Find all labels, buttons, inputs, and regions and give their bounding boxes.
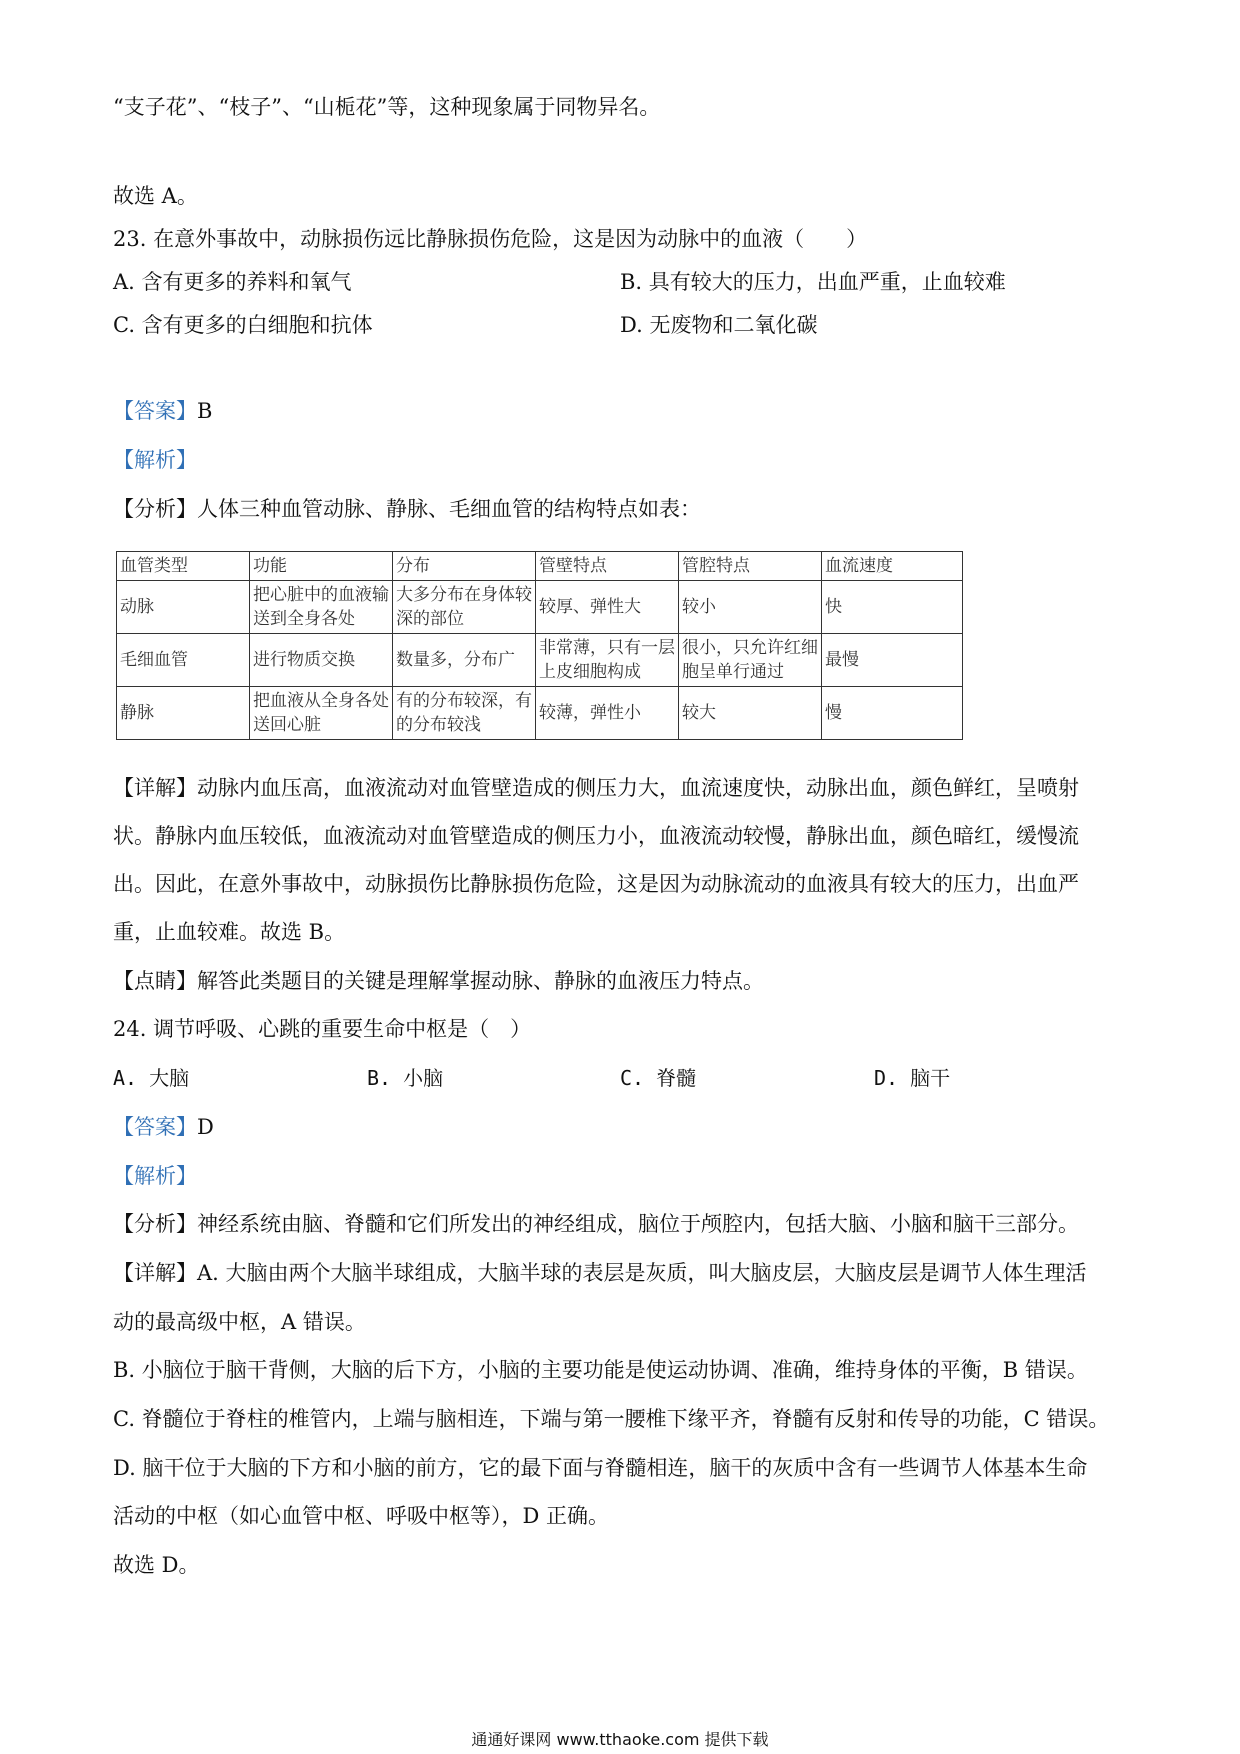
table-row xyxy=(117,634,963,687)
table-cell: 大多分布在身体较深的部位 xyxy=(393,581,536,634)
table-cell: 较大 xyxy=(679,687,822,740)
table-cell: 快 xyxy=(822,581,963,634)
answer-value: D xyxy=(197,1115,214,1139)
table-cell: 数量多，分布广 xyxy=(393,634,536,687)
dianjing-line xyxy=(113,967,764,995)
fenxi-tag: 【分析】 xyxy=(113,1212,197,1236)
fenxi-text: 人体三种血管动脉、静脉、毛细血管的结构特点如表： xyxy=(197,497,701,521)
answer-line xyxy=(113,397,212,425)
table-cell: 较小 xyxy=(679,581,822,634)
answer-value: B xyxy=(197,399,213,423)
table-cell: 静脉 xyxy=(117,687,250,740)
text-line: 故选 A。 xyxy=(113,184,198,208)
table-cell: 非常薄，只有一层上皮细胞构成 xyxy=(536,634,679,687)
table-cell: 较薄，弹性小 xyxy=(536,687,679,740)
answer-tag: 【答案】 xyxy=(113,399,197,423)
fenxi-text: 神经系统由脑、脊髓和它们所发出的神经组成，脑位于颅腔内，包括大脑、小脑和脑干三部分。 xyxy=(197,1212,1079,1236)
option-c: C. 含有更多的白细胞和抗体 xyxy=(113,313,373,337)
table-header-cell: 管壁特点 xyxy=(536,552,679,581)
text-line: C. 脊髓位于脊柱的椎管内，上端与脑相连，下端与第一腰椎下缘平齐，脊髓有反射和传导的功能，C 错误。 xyxy=(113,1407,1110,1431)
table-cell: 进行物质交换 xyxy=(250,634,393,687)
answer-tag: 【答案】 xyxy=(113,1115,197,1139)
text-line: 重，止血较难。故选 B。 xyxy=(113,920,346,944)
table-cell: 毛细血管 xyxy=(117,634,250,687)
table-header-cell: 功能 xyxy=(250,552,393,581)
option-d: D. 无废物和二氧化碳 xyxy=(620,313,818,337)
option-c: C. 脊髓 xyxy=(620,1066,697,1090)
table-row xyxy=(117,687,963,740)
analysis-line xyxy=(113,495,701,523)
analysis-tag: 【解析】 xyxy=(113,448,197,472)
xiangjie-text: A. 大脑由两个大脑半球组成，大脑半球的表层是灰质，叫大脑皮层，大脑皮层是调节人体生理活 xyxy=(197,1261,1087,1285)
table-header-cell: 管腔特点 xyxy=(679,552,822,581)
detail-line xyxy=(113,1259,1087,1287)
text-line: 活动的中枢（如心血管中枢、呼吸中枢等），D 正确。 xyxy=(113,1504,610,1528)
answer-line xyxy=(113,1113,214,1141)
table-header-cell: 血管类型 xyxy=(117,552,250,581)
detail-line xyxy=(113,774,1079,802)
question-24: 24. 调节呼吸、心跳的重要生命中枢是（ ） xyxy=(113,1017,532,1041)
text-line: B. 小脑位于脑干背侧，大脑的后下方，小脑的主要功能是使运动协调、准确，维持身体的平衡，B 错误。 xyxy=(113,1358,1088,1382)
text-line: D. 脑干位于大脑的下方和小脑的前方，它的最下面与脊髓相连，脑干的灰质中含有一些调节人体基本生命 xyxy=(113,1456,1088,1480)
table-cell: 较厚、弹性大 xyxy=(536,581,679,634)
option-d: D. 脑干 xyxy=(874,1066,951,1090)
fenxi-tag: 【分析】 xyxy=(113,497,197,521)
text-line: 出。因此，在意外事故中，动脉损伤比静脉损伤危险，这是因为动脉流动的血液具有较大的压力，出血严 xyxy=(113,872,1079,896)
xiangjie-tag: 【详解】 xyxy=(113,1261,197,1285)
table-cell: 动脉 xyxy=(117,581,250,634)
table-header-cell: 血流速度 xyxy=(822,552,963,581)
dianjing-tag: 【点睛】 xyxy=(113,969,197,993)
text-line: “支子花”、“枝子”、“山栀花”等，这种现象属于同物异名。 xyxy=(113,95,661,119)
table-cell: 很小，只允许红细胞呈单行通过 xyxy=(679,634,822,687)
text-line: 故选 D。 xyxy=(113,1553,200,1577)
table-cell: 把心脏中的血液输送到全身各处 xyxy=(250,581,393,634)
dianjing-text: 解答此类题目的关键是理解掌握动脉、静脉的血液压力特点。 xyxy=(197,969,764,993)
table-header-row xyxy=(117,552,963,581)
vessel-table xyxy=(116,551,963,740)
xiangjie-text: 动脉内血压高，血液流动对血管壁造成的侧压力大，血流速度快，动脉出血，颜色鲜红，呈喷射 xyxy=(197,776,1079,800)
analysis-line xyxy=(113,1210,1079,1238)
xiangjie-tag: 【详解】 xyxy=(113,776,197,800)
analysis-tag: 【解析】 xyxy=(113,1164,197,1188)
table-cell: 最慢 xyxy=(822,634,963,687)
table-header-cell: 分布 xyxy=(393,552,536,581)
option-b: B. 具有较大的压力，出血严重，止血较难 xyxy=(620,270,1006,294)
option-a: A. 含有更多的养料和氧气 xyxy=(113,270,352,294)
text-line: 动的最高级中枢，A 错误。 xyxy=(113,1310,366,1334)
table-row xyxy=(117,581,963,634)
question-23: 23. 在意外事故中，动脉损伤远比静脉损伤危险，这是因为动脉中的血液（ ） xyxy=(113,227,868,251)
text-line: 状。静脉内血压较低，血液流动对血管壁造成的侧压力小，血液流动较慢，静脉出血，颜色暗红，缓慢流 xyxy=(113,824,1079,848)
page-footer: 通通好课网 www.tthaoke.com 提供下载 xyxy=(471,1730,769,1749)
option-a: A. 大脑 xyxy=(113,1066,190,1090)
table-cell: 有的分布较深，有的分布较浅 xyxy=(393,687,536,740)
option-b: B. 小脑 xyxy=(367,1066,444,1090)
table-cell: 慢 xyxy=(822,687,963,740)
table-cell: 把血液从全身各处送回心脏 xyxy=(250,687,393,740)
